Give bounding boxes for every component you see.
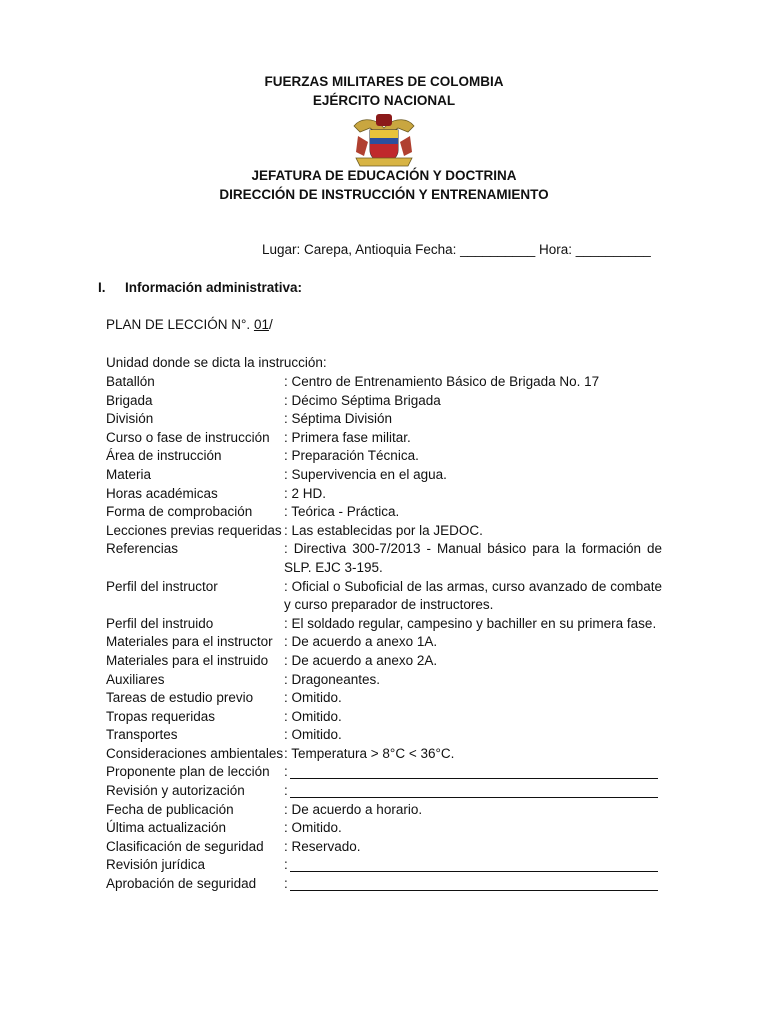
- info-row: [106, 671, 662, 690]
- info-row: [106, 615, 662, 634]
- info-label: Horas académicas: [106, 485, 218, 501]
- info-row: [106, 763, 662, 782]
- info-row: [106, 373, 662, 392]
- info-label: Auxiliares: [106, 671, 165, 687]
- header-line-1: FUERZAS MILITARES DE COLOMBIA: [264, 74, 504, 89]
- lesson-plan-number: [106, 317, 273, 332]
- info-value: :: [284, 875, 662, 894]
- info-value: : Décimo Séptima Brigada: [284, 392, 441, 408]
- info-row: [106, 633, 662, 652]
- info-label: Materia: [106, 466, 152, 482]
- info-row: [106, 745, 662, 764]
- info-label: Fecha de publicación: [106, 801, 234, 817]
- info-label: Revisión y autorización: [106, 783, 245, 799]
- info-row: [106, 578, 662, 615]
- info-label: Revisión jurídica: [106, 857, 206, 873]
- info-row: [106, 447, 662, 466]
- info-value: : Temperatura > 8°C < 36°C.: [284, 745, 455, 761]
- info-value: : Supervivencia en el agua.: [284, 466, 447, 482]
- info-label: División: [106, 411, 154, 427]
- section-heading: [98, 280, 302, 295]
- info-value: : 2 HD.: [284, 485, 327, 501]
- info-value: : De acuerdo a anexo 2A.: [284, 652, 438, 668]
- info-value: : El soldado regular, campesino y bachiller en su primera fase.: [284, 615, 657, 631]
- info-value: : Primera fase militar.: [284, 429, 411, 445]
- info-label: Materiales para el instructor: [106, 634, 273, 650]
- info-value: : Teórica - Práctica.: [284, 504, 400, 520]
- blank-signature-line: [290, 784, 658, 798]
- info-row: [106, 782, 662, 801]
- info-row: [106, 856, 662, 875]
- info-row: [106, 429, 662, 448]
- blank-signature-line: [290, 765, 658, 779]
- info-label: Consideraciones ambientales: [106, 745, 284, 761]
- info-row: [106, 708, 662, 727]
- coat-of-arms-icon: [350, 112, 418, 168]
- info-table: [106, 373, 662, 894]
- section-number: I.: [98, 280, 106, 295]
- info-label: Transportes: [106, 727, 178, 743]
- info-row: [106, 819, 662, 838]
- info-value: : Omitido.: [284, 820, 342, 836]
- info-value: : Omitido.: [284, 690, 342, 706]
- plan-number: 01: [253, 317, 269, 332]
- info-row: [106, 726, 662, 745]
- info-label: Lecciones previas requeridas: [106, 522, 282, 538]
- info-row: [106, 652, 662, 671]
- info-label: Tareas de estudio previo: [106, 690, 254, 706]
- info-value: : Directiva 300-7/2013 - Manual básico para la formación de SLP. EJC 3-195.: [284, 541, 662, 575]
- info-value: : Oficial o Suboficial de las armas, curso avanzado de combate y curso preparador de instructores.: [284, 578, 662, 613]
- info-value: : Centro de Entrenamiento Básico de Brigada No. 17: [284, 374, 600, 389]
- plan-suffix: /: [268, 317, 273, 332]
- info-label: Brigada: [106, 392, 153, 408]
- info-value: : Séptima División: [284, 411, 393, 427]
- info-row: [106, 392, 662, 411]
- info-label: Referencias: [106, 541, 179, 557]
- info-label: Batallón: [106, 374, 155, 389]
- info-row: [106, 540, 662, 577]
- info-label: Aprobación de seguridad: [106, 876, 257, 892]
- section-title: Información administrativa:: [125, 280, 303, 295]
- info-row: [106, 485, 662, 504]
- info-label: Última actualización: [106, 820, 227, 836]
- info-label: Curso o fase de instrucción: [106, 429, 270, 445]
- info-value: : De acuerdo a anexo 1A.: [284, 634, 438, 650]
- info-value: : Omitido.: [284, 708, 342, 724]
- info-label: Proponente plan de lección: [106, 764, 270, 780]
- info-row: [106, 503, 662, 522]
- info-row: [106, 875, 662, 894]
- header-line-2: EJÉRCITO NACIONAL: [312, 93, 456, 108]
- info-label: Materiales para el instruido: [106, 652, 269, 668]
- info-label: Forma de comprobación: [106, 504, 253, 520]
- header-line-3: JEFATURA DE EDUCACIÓN Y DOCTRINA: [251, 168, 517, 183]
- header-line-4: DIRECCIÓN DE INSTRUCCIÓN Y ENTRENAMIENTO: [219, 187, 549, 202]
- info-row: [106, 466, 662, 485]
- info-value: :: [284, 763, 662, 782]
- location-date-line: Lugar: Carepa, Antioquia Fecha: __________ Hora: __________: [262, 242, 651, 257]
- info-label: Perfil del instruido: [106, 615, 214, 631]
- info-label: Perfil del instructor: [106, 578, 218, 594]
- info-value: : Omitido.: [284, 727, 342, 743]
- info-value: :: [284, 782, 662, 801]
- info-value: : Preparación Técnica.: [284, 448, 419, 464]
- info-value: : De acuerdo a horario.: [284, 801, 423, 817]
- info-label: Tropas requeridas: [106, 708, 216, 724]
- info-value: :: [284, 856, 662, 875]
- blank-signature-line: [290, 877, 658, 891]
- info-row: [106, 838, 662, 857]
- info-row: [106, 410, 662, 429]
- info-value: : Las establecidas por la JEDOC.: [284, 522, 483, 538]
- unit-heading: Unidad donde se dicta la instrucción:: [106, 355, 327, 370]
- info-row: [106, 801, 662, 820]
- info-label: Clasificación de seguridad: [106, 838, 264, 854]
- info-value: : Reservado.: [284, 838, 361, 854]
- blank-signature-line: [290, 858, 658, 872]
- info-value: : Dragoneantes.: [284, 671, 381, 687]
- info-row: [106, 689, 662, 708]
- plan-prefix: PLAN DE LECCIÓN N°.: [106, 317, 254, 332]
- info-row: [106, 522, 662, 541]
- info-label: Área de instrucción: [106, 448, 222, 464]
